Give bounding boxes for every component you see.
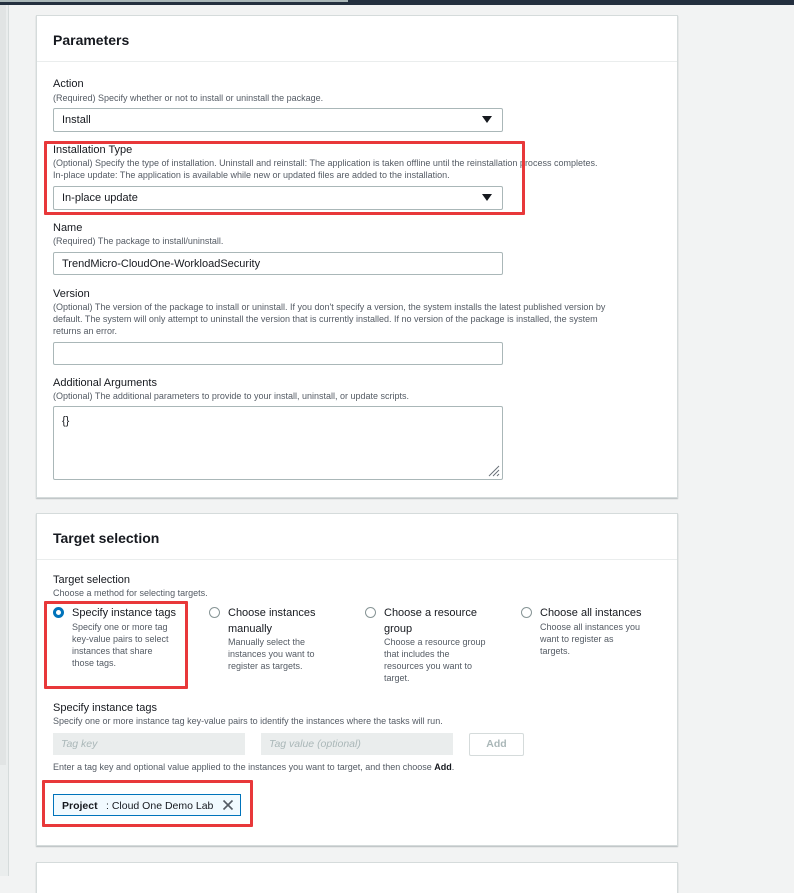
installation-type-label: Installation Type: [53, 144, 133, 156]
installation-type-description-line2: In-place update: The application is available while new or updated files are added to the installation.: [53, 170, 450, 180]
parameters-header: [37, 16, 677, 62]
name-description: (Required) The package to install/uninstall.: [53, 236, 224, 246]
next-panel: [36, 862, 678, 893]
tag-help-suffix: .: [451, 762, 455, 772]
highlight-installation-type: [44, 141, 525, 215]
option-label-line1: Choose a resource: [384, 607, 477, 619]
side-rail-scroll-thumb[interactable]: [0, 5, 6, 765]
name-input-value: TrendMicro-CloudOne-WorkloadSecurity: [62, 258, 261, 270]
target-selection-title: Target selection: [53, 530, 160, 546]
option-description-line3: resources you want to: [384, 661, 473, 671]
target-selection-label: Target selection: [53, 574, 131, 586]
name-input[interactable]: [53, 252, 503, 275]
top-navigation-bar: [0, 0, 794, 5]
installation-type-select-value: In-place update: [62, 192, 138, 204]
specify-instance-tags-label: Specify instance tags: [53, 702, 157, 714]
option-description-line1: Manually select the: [228, 637, 306, 647]
left-side-rail: [0, 5, 9, 876]
tag-key-placeholder: Tag key: [61, 738, 98, 750]
option-label-line2: manually: [228, 623, 273, 635]
option-description-line1: Specify one or more tag: [72, 622, 168, 632]
option-label: Specify instance tags: [72, 607, 176, 619]
target-selection-header: [37, 514, 677, 560]
tag-token-key: Project: [62, 800, 98, 812]
top-tab-indicator: [0, 0, 348, 2]
tag-help-prefix: Enter a tag key and optional value applied to the instances you want to target, and then choose: [53, 762, 435, 772]
action-select[interactable]: [53, 108, 503, 132]
parameters-panel: [36, 15, 678, 498]
version-description-line2: default. The system will only attempt to uninstall the version that is currently installed. If no version of the package is installed, the system: [53, 314, 598, 324]
tag-help-text: [53, 762, 454, 774]
action-select-value: Install: [62, 114, 91, 126]
tag-value-input[interactable]: [261, 733, 453, 755]
caret-down-icon: [482, 116, 492, 123]
target-selection-description: Choose a method for selecting targets.: [53, 588, 208, 598]
name-label: Name: [53, 222, 83, 234]
option-description-line2: key-value pairs to select: [72, 634, 169, 644]
radio-button[interactable]: [365, 607, 376, 618]
version-description-line3: returns an error.: [53, 326, 118, 336]
additional-arguments-label: Additional Arguments: [53, 377, 157, 389]
option-description-line3: targets.: [540, 646, 571, 656]
tag-token-value: : Cloud One Demo Lab: [106, 800, 214, 812]
version-description-line1: (Optional) The version of the package to install or uninstall. If you don't specify a version, the system installs the latest published version by: [53, 302, 606, 312]
option-description-line3: register as targets.: [228, 661, 303, 671]
additional-arguments-value: {}: [62, 415, 70, 427]
option-description-line2: want to register as: [540, 634, 614, 644]
installation-type-description-line1: (Optional) Specify the type of installation. Uninstall and reinstall: The application is taken offline until the reinstallation process completes.: [53, 158, 598, 168]
option-label-line1: Choose instances: [228, 607, 316, 619]
option-description-line1: Choose a resource group: [384, 637, 486, 647]
tag-value-placeholder: Tag value (optional): [269, 738, 361, 750]
option-label-line2: group: [384, 623, 413, 635]
action-description: (Required) Specify whether or not to install or uninstall the package.: [53, 93, 324, 103]
highlight-specify-instance-tags: [44, 601, 188, 689]
action-label: Action: [53, 78, 84, 90]
tag-help-bold: Add: [434, 762, 452, 772]
option-description-line3: instances that share: [72, 646, 153, 656]
specify-instance-tags-description: Specify one or more instance tag key-value pairs to identify the instances where the tasks will run.: [53, 716, 443, 726]
option-description-line1: Choose all instances you: [540, 622, 641, 632]
option-description-line2: instances you want to: [228, 649, 315, 659]
option-description-line2: that includes the: [384, 649, 450, 659]
version-input[interactable]: [53, 342, 503, 365]
additional-arguments-textarea[interactable]: [53, 406, 503, 480]
additional-arguments-description: (Optional) The additional parameters to provide to your install, uninstall, or update scripts.: [53, 391, 410, 401]
resize-grip-icon[interactable]: [488, 465, 500, 477]
option-label: Choose all instances: [540, 607, 642, 619]
option-description-line4: those tags.: [72, 658, 117, 668]
option-description-line4: target.: [384, 673, 410, 683]
highlight-tag-token: [42, 780, 253, 827]
radio-button[interactable]: [209, 607, 220, 618]
version-label: Version: [53, 288, 90, 300]
tag-key-input[interactable]: [53, 733, 245, 755]
add-tag-button[interactable]: Add: [469, 733, 524, 756]
radio-button[interactable]: [521, 607, 532, 618]
parameters-title: Parameters: [53, 32, 130, 48]
